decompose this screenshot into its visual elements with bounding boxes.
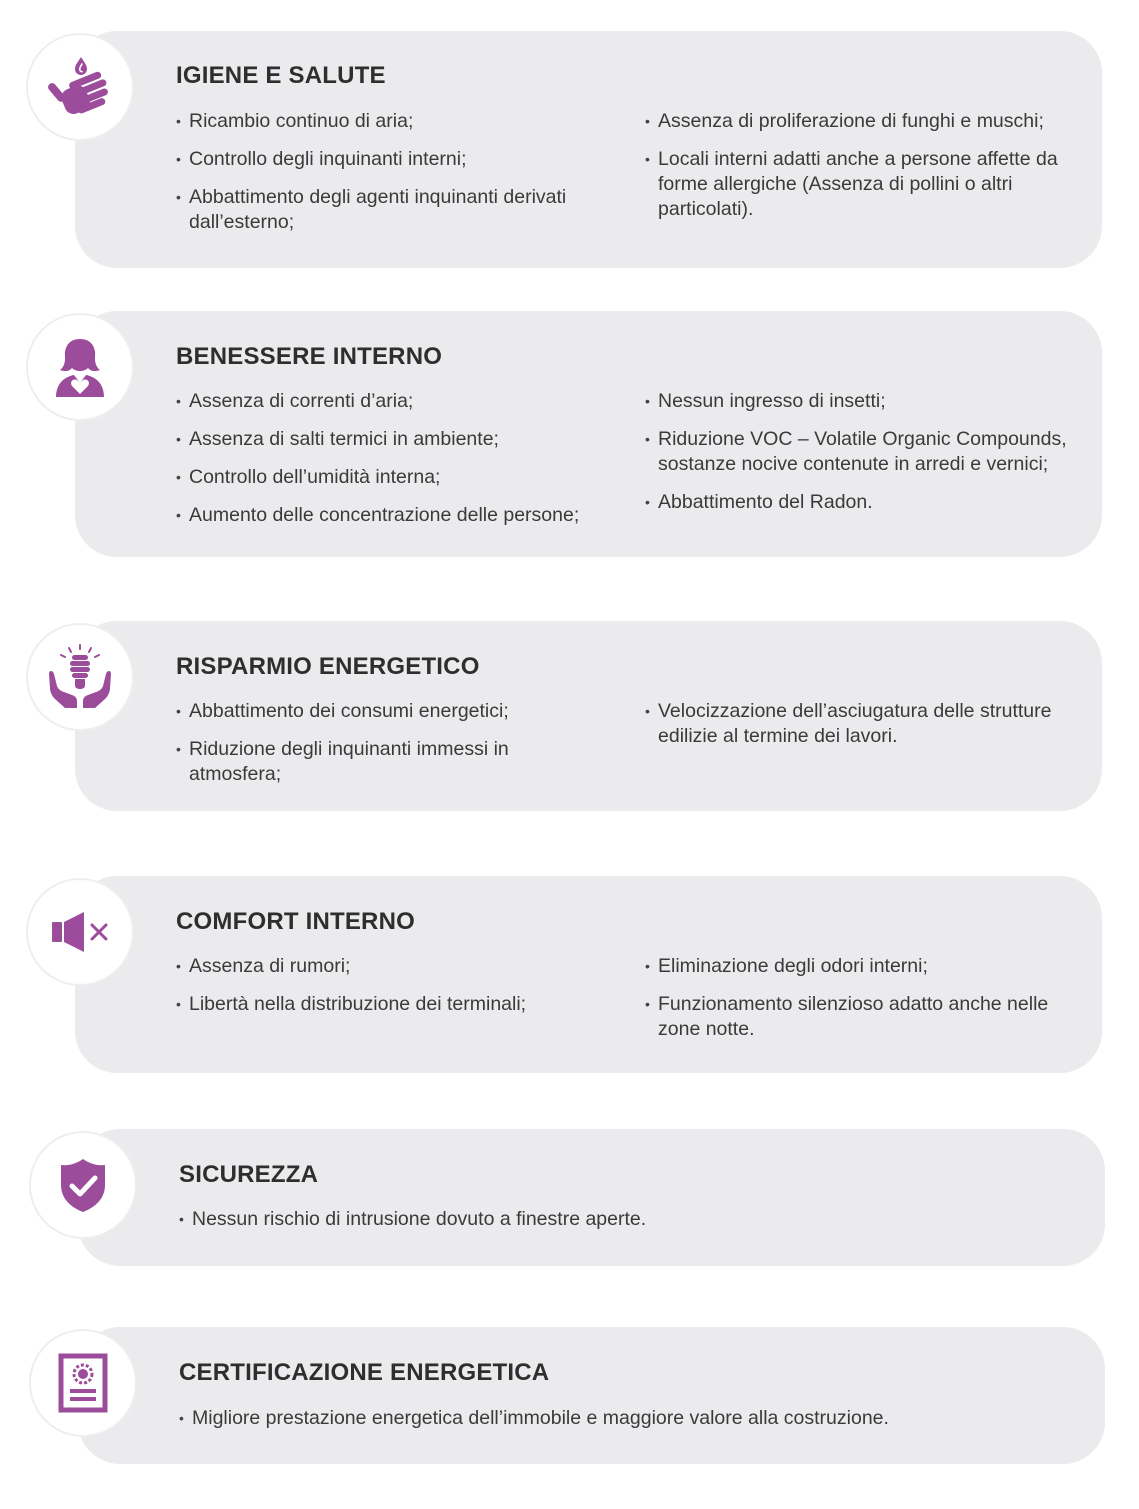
list-item: • Riduzione degli inquinanti immessi in atmosfera; [176,737,596,787]
list-item: • Nessun rischio di intrusione dovuto a finestre aperte. [179,1207,1079,1232]
speaker-mute-icon [48,900,112,964]
list-item: • Nessun ingresso di insetti; [645,389,1093,414]
list-item: • Assenza di salti termici in ambiente; [176,427,626,452]
hand-water-drop-icon [48,55,112,119]
section-title: BENESSERE INTERNO [176,343,443,370]
list-item: • Ricambio continuo di aria; [176,109,616,134]
section-icon-badge [26,33,134,141]
section-icon-badge [29,1131,137,1239]
right-bullet-list [645,954,1090,1055]
right-bullet-list [645,389,1093,528]
left-bullet-list [179,1207,1079,1245]
list-item: • Abbattimento degli agenti inquinanti derivati dall’esterno; [176,185,616,235]
left-bullet-list [176,954,616,1030]
left-bullet-list [176,109,616,248]
hands-lightbulb-icon [47,644,113,710]
section-icon-badge [26,623,134,731]
section-title: IGIENE E SALUTE [176,62,386,89]
section-title: COMFORT INTERNO [176,908,415,935]
section-icon-badge [26,878,134,986]
list-item: • Abbattimento dei consumi energetici; [176,699,596,724]
certificate-icon [53,1353,113,1413]
section-card [78,1129,1105,1266]
list-item: • Assenza di proliferazione di funghi e muschi; [645,109,1090,134]
list-item: • Assenza di correnti d’aria; [176,389,626,414]
list-item: • Riduzione VOC – Volatile Organic Compounds, sostanze nocive contenute in arredi e vernici; [645,427,1093,477]
shield-check-icon [53,1155,113,1215]
right-bullet-list [645,109,1090,235]
list-item: • Locali interni adatti anche a persone affette da forme allergiche (Assenza di pollini o altri particolati). [645,147,1090,222]
section-title: SICUREZZA [179,1161,319,1188]
left-bullet-list [176,699,596,800]
right-bullet-list [645,699,1090,762]
list-item: • Funzionamento silenzioso adatto anche nelle zone notte. [645,992,1090,1042]
list-item: • Velocizzazione dell’asciugatura delle strutture edilizie al termine dei lavori. [645,699,1090,749]
section-title: RISPARMIO ENERGETICO [176,653,480,680]
list-item: • Migliore prestazione energetica dell’immobile e maggiore valore alla costruzione. [179,1406,1079,1431]
list-item: • Controllo degli inquinanti interni; [176,147,616,172]
section-icon-badge [26,313,134,421]
list-item: • Libertà nella distribuzione dei terminali; [176,992,616,1017]
list-item: • Eliminazione degli odori interni; [645,954,1090,979]
list-item: • Aumento delle concentrazione delle persone; [176,503,626,528]
list-item: • Abbattimento del Radon. [645,490,1093,515]
person-heart-icon [48,335,112,399]
section-icon-badge [29,1329,137,1437]
left-bullet-list [176,389,626,541]
list-item: • Controllo dell’umidità interna; [176,465,626,490]
list-item: • Assenza di rumori; [176,954,616,979]
section-title: CERTIFICAZIONE ENERGETICA [179,1359,550,1386]
left-bullet-list [179,1406,1079,1444]
